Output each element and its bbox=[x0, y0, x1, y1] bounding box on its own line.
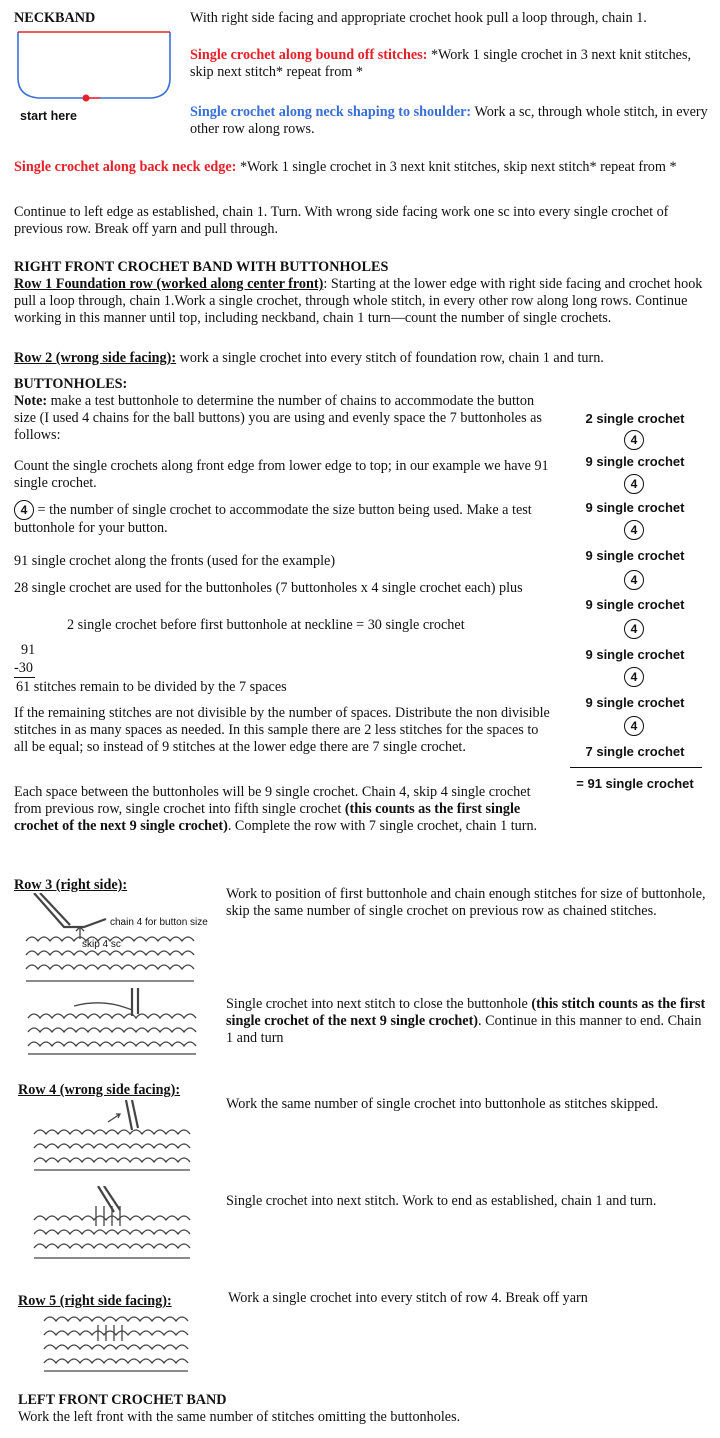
schedule-circle-7: 4 bbox=[624, 716, 644, 736]
neck-shaping-paragraph bbox=[190, 104, 710, 138]
schedule-item-6: 9 single crochet bbox=[585, 647, 685, 662]
schedule-item-2: 9 single crochet bbox=[585, 454, 685, 469]
before-paragraph: 2 single crochet before first buttonhole at neckline = 30 single crochet bbox=[67, 617, 465, 633]
schedule-circle-5: 4 bbox=[624, 619, 644, 639]
left-band-title: LEFT FRONT CROCHET BAND bbox=[18, 1392, 227, 1408]
schedule-circle-2: 4 bbox=[624, 474, 644, 494]
row5-text: Work a single crochet into every stitch of row 4. Break off yarn bbox=[228, 1290, 588, 1306]
schedule-circle-3: 4 bbox=[624, 520, 644, 540]
schedule-total: = 91 single crochet bbox=[576, 776, 694, 791]
buttonholes-title: BUTTONHOLES: bbox=[14, 376, 128, 392]
row3-fig-label-b: skip 4 sc bbox=[82, 939, 121, 950]
row3-text-b bbox=[226, 996, 711, 1047]
continue-paragraph: Continue to left edge as established, chain 1. Turn. With wrong side facing work one sc into every single crochet of previous row. Break off yarn and pull through. bbox=[14, 204, 669, 237]
schedule-item-5: 9 single crochet bbox=[585, 597, 685, 612]
row4-figure-1 bbox=[28, 1100, 208, 1172]
start-here-label: start here bbox=[20, 109, 77, 123]
calc-b: -30 bbox=[14, 660, 33, 676]
schedule-item-3: 9 single crochet bbox=[585, 500, 685, 515]
row3-text-a: Work to position of first buttonhole and chain enough stitches for size of buttonhole, skip the same number of single crochet on previous row as chained stitches. bbox=[226, 886, 706, 919]
row3-figure-1 bbox=[14, 893, 214, 985]
neckline-right-path bbox=[100, 32, 170, 98]
left-band-text: Work the left front with the same number of stitches omitting the buttonholes. bbox=[18, 1409, 461, 1425]
row2-text: work a single crochet into every stitch of foundation row, chain 1 and turn. bbox=[176, 350, 604, 366]
back-neck-paragraph bbox=[14, 159, 704, 176]
bound-off-text: *Work 1 single crochet in 3 next knit stitches, skip next stitch* repeat from * bbox=[190, 47, 692, 80]
calc-a: 91 bbox=[21, 642, 36, 658]
row3-figure-2 bbox=[14, 988, 214, 1058]
note-paragraph bbox=[14, 393, 554, 444]
neckband-title: NECKBAND bbox=[14, 10, 96, 26]
neck-shaping-text: Work a sc, through whole stitch, in every other row along rows. bbox=[190, 104, 708, 137]
schedule-divider bbox=[570, 767, 702, 768]
row5-figure bbox=[40, 1311, 200, 1373]
row4-text-a: Work the same number of single crochet into buttonhole as stitches skipped. bbox=[226, 1096, 659, 1112]
back-neck-text: *Work 1 single crochet in 3 next knit stitches, skip next stitch* repeat from * bbox=[236, 159, 677, 175]
bound-off-heading: Single crochet along bound off stitches: bbox=[190, 47, 428, 63]
row3-text-b-bold: (this stitch counts as the first single crochet of the next 9 single crochet) bbox=[226, 996, 706, 1029]
back-neck-heading: Single crochet along back neck edge: bbox=[14, 159, 237, 175]
note-heading: Note: bbox=[14, 393, 48, 409]
each-space-paragraph bbox=[14, 784, 559, 835]
circle-paragraph bbox=[14, 500, 544, 537]
schedule-item-8: 7 single crochet bbox=[585, 744, 685, 759]
count-paragraph: Count the single crochets along front edge from lower edge to top; in our example we have 91 single crochet. bbox=[14, 458, 549, 491]
row4-heading: Row 4 (wrong side facing): bbox=[18, 1082, 181, 1098]
schedule-item-1: 2 single crochet bbox=[585, 411, 685, 426]
schedule-circle-1: 4 bbox=[624, 430, 644, 450]
row3-text-b-end: . Continue in this manner to end. Chain 1 and turn bbox=[226, 1013, 702, 1046]
note-text: make a test buttonhole to determine the number of chains to accommodate the button size (I used 4 chains for the ball buttons) you are using and evenly space the 7 buttonholes as follows: bbox=[14, 393, 542, 443]
row2-heading: Row 2 (wrong side facing): bbox=[14, 350, 177, 366]
calc-result: 61 stitches remain to be divided by the 7 spaces bbox=[16, 679, 287, 695]
schedule-circle-6: 4 bbox=[624, 667, 644, 687]
row3-text-b-start: Single crochet into next stitch to close the buttonhole bbox=[226, 996, 532, 1012]
row3-heading: Row 3 (right side): bbox=[14, 877, 128, 893]
neckband-diagram bbox=[14, 28, 184, 108]
divisible-paragraph: If the remaining stitches are not divisible by the number of spaces. Distribute the non divisible stitches in as many spaces as needed. In this sample there are 2 less stitches for the spaces to all be equal; so instead of 9 stitches at the lower edge there are 7 single crochet. bbox=[14, 705, 550, 755]
neckband-intro: With right side facing and appropriate crochet hook pull a loop through, chain 1. bbox=[190, 10, 647, 26]
right-band-title: RIGHT FRONT CROCHET BAND WITH BUTTONHOLES bbox=[14, 259, 389, 275]
used-paragraph: 28 single crochet are used for the buttonholes (7 buttonholes x 4 single crochet each) plus bbox=[14, 580, 523, 596]
row2-paragraph bbox=[14, 350, 714, 367]
buttonhole-size-circle: 4 bbox=[14, 500, 34, 520]
start-point-dot bbox=[83, 95, 90, 102]
row1-text: : Starting at the lower edge with right side facing and crochet hook pull a loop through, chain 1.Work a single crochet, through whole stitch, in every other row along long rows. Continue working in this manner until top, including neckband, chain 1 turn—count the number of single crochets. bbox=[14, 276, 703, 326]
schedule-circle-4: 4 bbox=[624, 570, 644, 590]
fronts-paragraph: 91 single crochet along the fronts (used for the example) bbox=[14, 553, 336, 569]
row1-paragraph bbox=[14, 276, 714, 327]
neckline-left-path bbox=[18, 32, 84, 98]
each-space-end: . Complete the row with 7 single crochet, chain 1 turn. bbox=[227, 818, 538, 834]
schedule-item-7: 9 single crochet bbox=[585, 695, 685, 710]
schedule-item-4: 9 single crochet bbox=[585, 548, 685, 563]
each-space-text: Each space between the buttonholes will be 9 single crochet. Chain 4, skip 4 single crochet from previous row, single crochet into fifth single crochet bbox=[14, 784, 531, 817]
bound-off-paragraph bbox=[190, 47, 710, 81]
circle-text: = the number of single crochet to accommodate the size button being used. Make a test buttonhole for your button. bbox=[14, 502, 532, 536]
row5-heading: Row 5 (right side facing): bbox=[18, 1293, 172, 1309]
row4-figure-2 bbox=[28, 1186, 208, 1262]
row1-heading: Row 1 Foundation row (worked along center front) bbox=[14, 276, 324, 292]
neck-shaping-heading: Single crochet along neck shaping to shoulder: bbox=[190, 104, 472, 120]
each-space-bold: (this counts as the first single crochet of the next 9 single crochet) bbox=[14, 801, 521, 834]
row3-fig-label-a: chain 4 for button size bbox=[110, 917, 208, 928]
row4-text-b: Single crochet into next stitch. Work to end as established, chain 1 and turn. bbox=[226, 1193, 657, 1209]
